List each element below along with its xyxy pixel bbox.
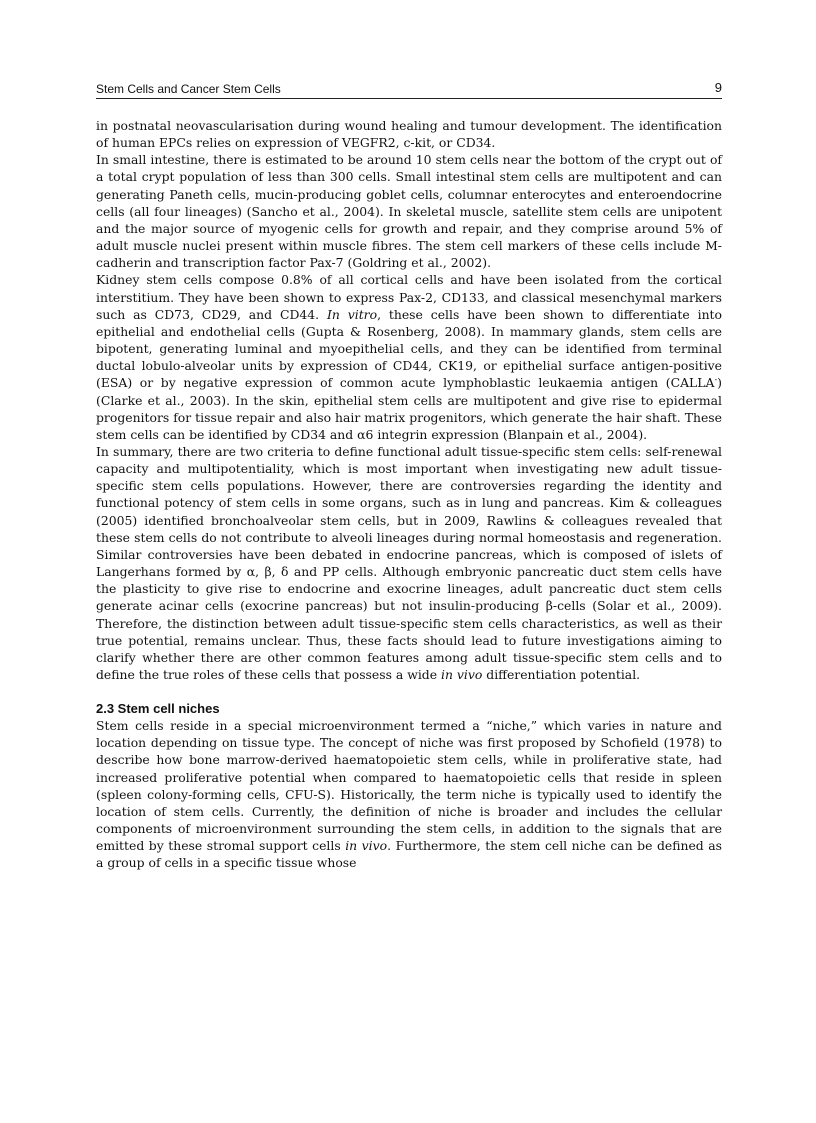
paragraph-epcs <box>96 117 722 151</box>
paragraph-text: In summary, there are two criteria to define functional adult tissue-specific stem cells: self-renewal capacity and multipotentiality, which is most important when investigating new adult tissue-specific stem cells populations. However, there are controversies regarding the identity and functional potency of stem cells in some organs, such as in lung and pancreas. Kim & colleagues (2005) identified bronchoalveolar stem cells, but in 2009, Rawlins & colleagues revealed that these stem cells do not contribute to alveoli lineages during normal homeostasis and regeneration. Similar controversies have been debated in endocrine pancreas, which is composed of islets of Langerhans formed by α, β, δ and PP cells. Although embryonic pancreatic duct stem cells have the plasticity to give rise to endocrine and exocrine lineages, adult pancreatic duct stem cells generate acinar cells (exocrine pancreas) but not insulin-producing β-cells (Solar et al., 2009). Therefore, the distinction between adult tissue-specific stem cells characteristics, as well as their true potential, remains unclear. Thus, these facts should lead to future investigations aiming to clarify whether there are other common features among adult tissue-specific stem cells and to define the true roles of these cells that possess a wide <box>96 443 722 682</box>
italic-term: In vitro <box>326 306 378 322</box>
paragraph-text: In small intestine, there is estimated to be around 10 stem cells near the bottom of the crypt out of a total crypt population of less than 300 cells. Small intestinal stem cells are multipotent and can generating Paneth cells, mucin-producing goblet cells, columnar enterocytes and enteroendocrine cells (all four lineages) (Sancho et al., 2004). In skeletal muscle, satellite stem cells are unipotent and the major source of myogenic cells for growth and repair, and they comprise around 5% of adult muscle nuclei present within muscle fibres. The stem cell markers of these cells include M-cadherin and transcription factor Pax-7 (Goldring et al., 2002). <box>96 152 722 271</box>
paragraph-text: Kidney stem cells compose 0.8% of all cortical cells and have been isolated from the cortical interstitium. They have been shown to express Pax-2, CD133, and classical mesenchymal markers such as CD73, CD29, and CD44. <box>96 272 722 322</box>
paragraph-text: differentiation potential. <box>482 667 641 682</box>
paragraph-text: in postnatal neovascularisation during wound healing and tumour development. The identification of human EPCs relies on expression of VEGFR2, c-kit, or CD34. <box>96 118 722 151</box>
paragraph-kidney-mammary-skin <box>96 271 722 443</box>
paragraph-text: Stem cells reside in a special microenvironment termed a “niche,” which varies in nature and location depending on tissue type. The concept of niche was first proposed by Schofield (1978) to describe how bone marrow-derived haematopoietic stem cells, while in proliferative state, had increased proliferative potential when compared to haematopoietic cells that reside in spleen (spleen colony-forming cells, CFU-S). Historically, the term niche is typically used to identify the location of stem cells. Currently, the definition of niche is broader and includes the cellular components of microenvironment surrounding the stem cells, in addition to the signals that are emitted by these stromal support cells <box>96 718 722 854</box>
paragraph-text: , these cells have been shown to differentiate into epithelial and endothelial cells (Gupta & Rosenberg, 2008). In mammary glands, stem cells are bipotent, generating luminal and myoepithelial cells, and they can be identified from terminal ductal lobulo-alveolar units by expression of CD44, CK19, or epithelial surface antigen-positive (ESA) or by negative expression of common acute lymphoblastic leukaemia antigen (CALLA <box>96 306 722 391</box>
paragraph-niches <box>96 717 722 871</box>
page-number: 9 <box>714 80 722 95</box>
running-title: Stem Cells and Cancer Stem Cells <box>96 82 281 96</box>
italic-term: in vivo <box>345 838 388 854</box>
section-heading: 2.3 Stem cell niches <box>96 701 220 717</box>
paragraph-summary <box>96 443 722 683</box>
running-header <box>96 80 722 99</box>
paragraph-text: . Furthermore, the stem cell niche can be defined as a group of cells in a specific tissue whose <box>96 838 722 871</box>
paragraph-text: ) (Clarke et al., 2003). In the skin, epithelial stem cells are multipotent and give rise to epidermal progenitors for tissue repair and also hair matrix progenitors, which generate the hair shaft. These stem cells can be identified by CD34 and α6 integrin expression (Blanpain et al., 2004). <box>96 375 722 442</box>
paragraph-intestine-muscle <box>96 151 722 271</box>
body-text <box>96 117 722 872</box>
superscript: - <box>714 375 718 385</box>
italic-term: in vivo <box>441 667 483 682</box>
